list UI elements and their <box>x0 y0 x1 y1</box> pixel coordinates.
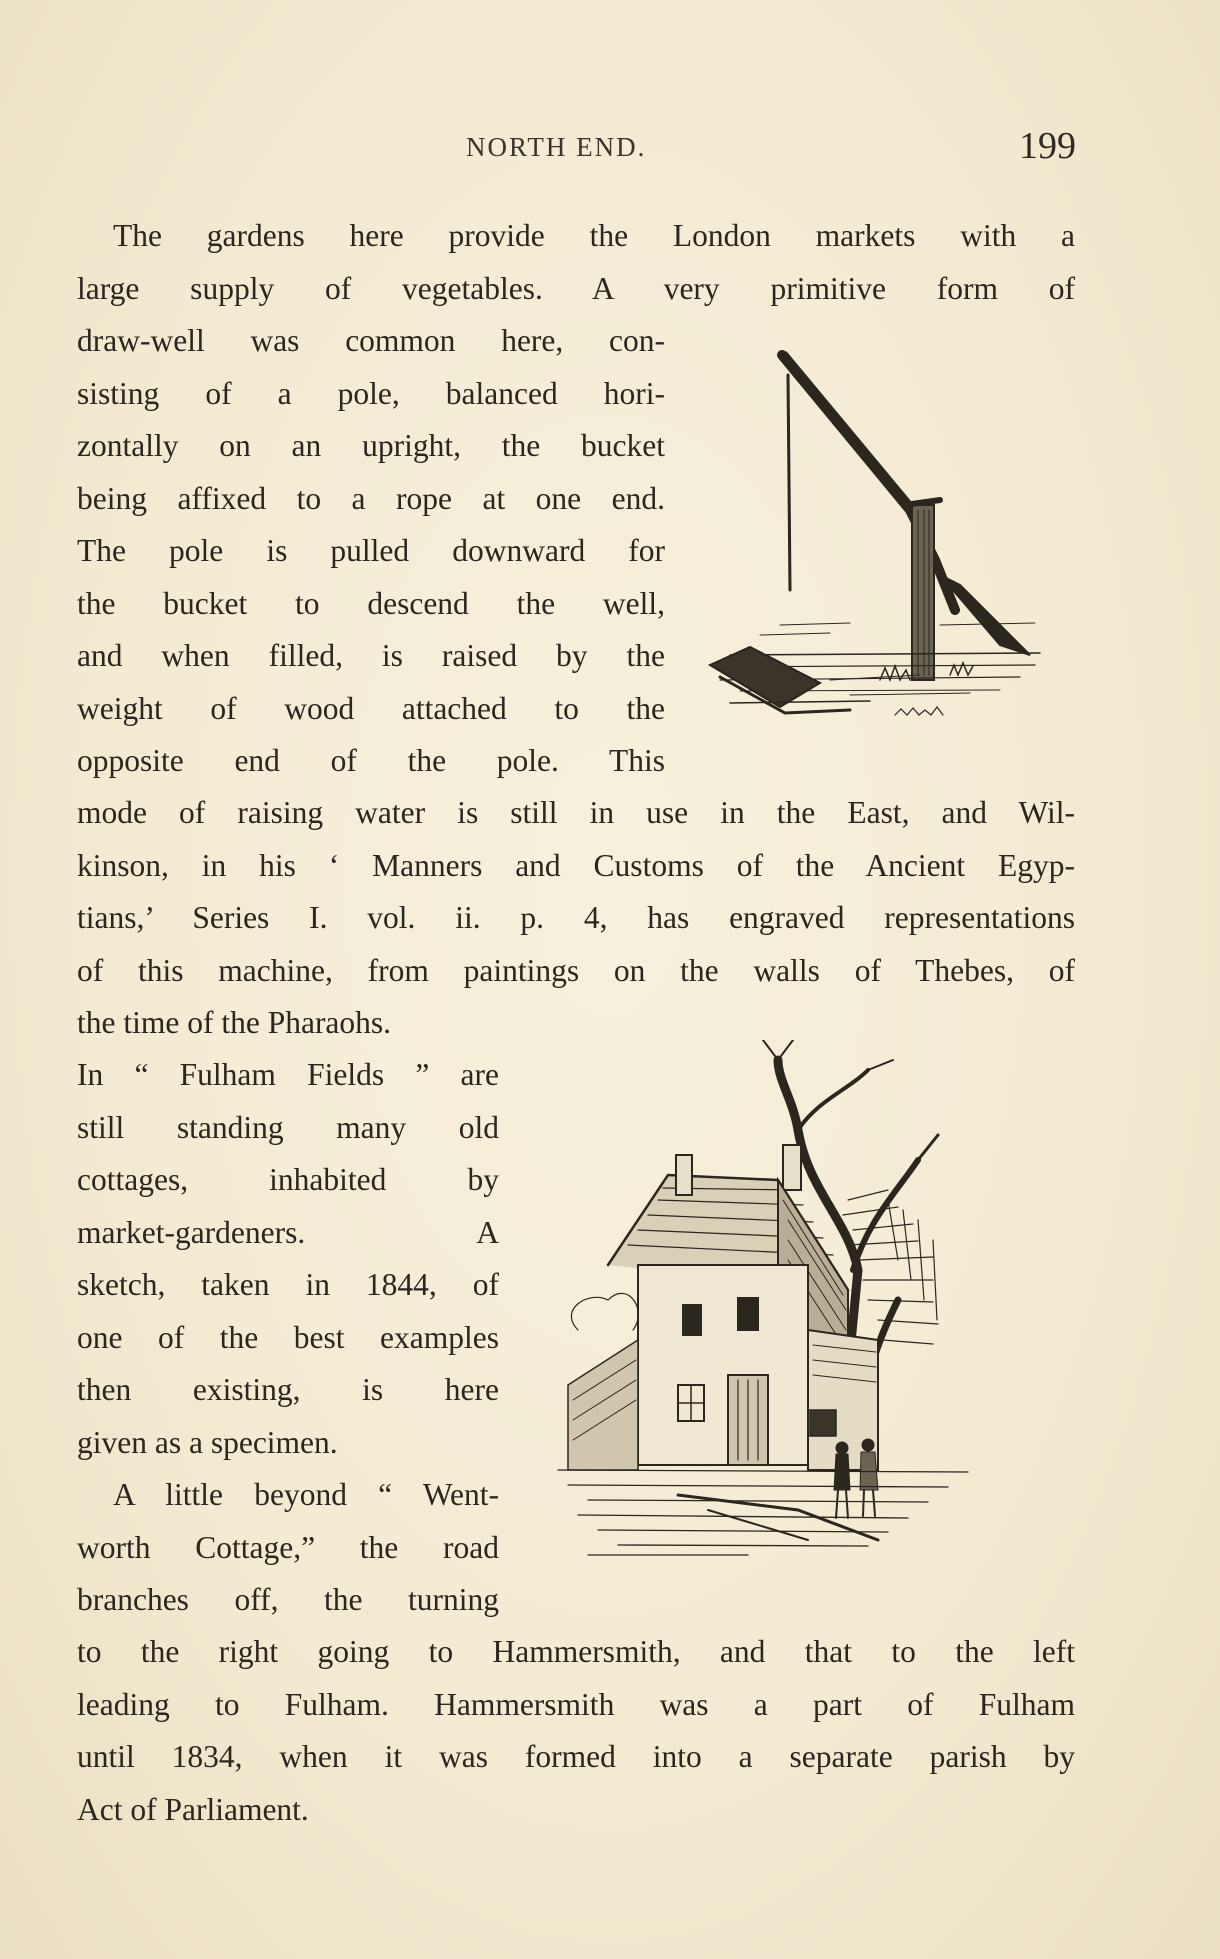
text-line: zontally on an upright, the bucket <box>77 428 665 463</box>
text-line: kinson, in his ‘ Manners and Customs of the Ancient Egyp- <box>77 847 1075 883</box>
paragraph-2 <box>77 1049 499 1469</box>
paragraph-3-bottom <box>77 1626 1075 1836</box>
text-line: the time of the Pharaohs. <box>77 1005 392 1040</box>
text-line: sketch, taken in 1844, of <box>77 1267 499 1302</box>
text-line: leading to Fulham. Hammersmith was a part of Fulham <box>77 1686 1075 1722</box>
text-line: to the right going to Hammersmith, and that to the left <box>77 1634 1075 1669</box>
shadoof-engraving-icon <box>700 335 1050 735</box>
cottage-engraving-icon <box>548 1040 1068 1590</box>
text-line: A little beyond “ Went- <box>113 1477 499 1512</box>
page-number: 199 <box>1019 125 1076 167</box>
text-line: The gardens here provide the London markets with a <box>113 218 1075 253</box>
running-head: NORTH END. <box>466 132 647 162</box>
text-line: large supply of vegetables. A very primitive form of <box>77 270 1075 306</box>
text-line: cottages, inhabited by <box>77 1162 499 1197</box>
text-line: and when filled, is raised by the <box>77 638 665 673</box>
text-line: The pole is pulled downward for <box>77 533 665 568</box>
text-line: of this machine, from paintings on the walls of Thebes, of <box>77 952 1075 988</box>
paragraph-3-wrapped <box>77 1469 499 1627</box>
well-illustration <box>700 335 1050 735</box>
text-line: still standing many old <box>77 1109 499 1145</box>
text-line: the bucket to descend the well, <box>77 585 665 621</box>
paragraph-1-wrapped <box>77 315 665 788</box>
text-line: branches off, the turning <box>77 1582 499 1617</box>
text-line: tians,’ Series I. vol. ii. p. 4, has engraved representations <box>77 900 1075 935</box>
text-line: market-gardeners. A <box>77 1214 499 1250</box>
paragraph-1-bottom <box>77 787 1075 1050</box>
text-line: given as a specimen. <box>77 1424 338 1460</box>
page-header <box>76 124 1076 168</box>
text-line: In “ Fulham Fields ” are <box>77 1057 499 1092</box>
text-line: weight of wood attached to the <box>77 690 665 726</box>
text-line: worth Cottage,” the road <box>77 1529 499 1565</box>
text-line: opposite end of the pole. This <box>77 743 665 778</box>
text-line: Act of Parliament. <box>77 1791 309 1827</box>
text-line: sisting of a pole, balanced hori- <box>77 375 665 411</box>
text-line: mode of raising water is still in use in the East, and Wil- <box>77 795 1075 830</box>
text-line: draw-well was common here, con- <box>77 323 665 358</box>
text-line: one of the best examples <box>77 1319 499 1355</box>
text-line: then existing, is here <box>77 1372 499 1407</box>
paragraph-1-top <box>77 210 1075 315</box>
text-line: until 1834, when it was formed into a separate parish by <box>77 1739 1075 1774</box>
text-line: being affixed to a rope at one end. <box>77 480 665 516</box>
cottage-illustration <box>548 1040 1068 1590</box>
